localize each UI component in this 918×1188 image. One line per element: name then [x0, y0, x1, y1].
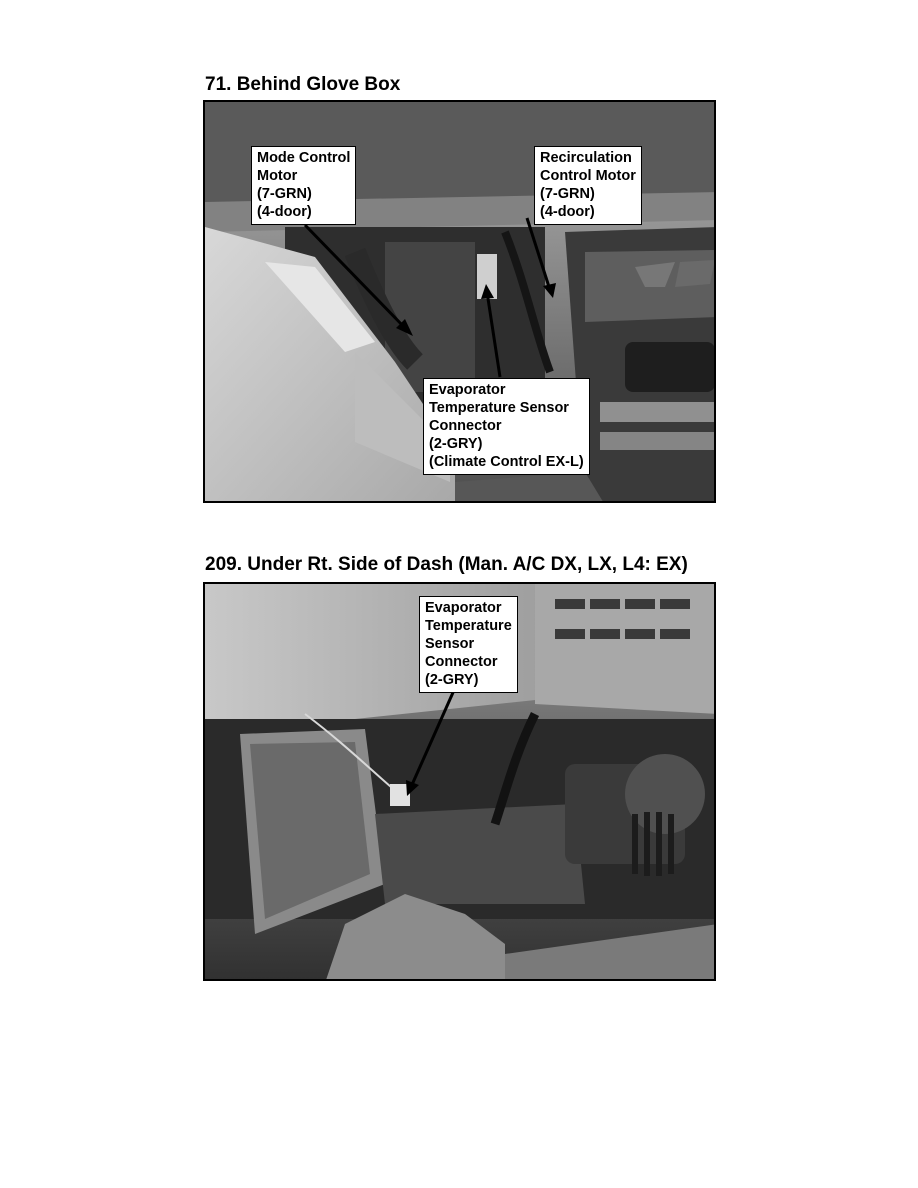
callout-line: Evaporator: [429, 382, 506, 398]
under-dash-photo: [203, 582, 716, 981]
callout-line: (2-GRY): [425, 672, 479, 688]
callout-line: (7-GRN): [257, 186, 312, 202]
figure-1-title: 71. Behind Glove Box: [205, 74, 401, 95]
callout-line: (7-GRN): [540, 186, 595, 202]
callout-line: Motor: [257, 168, 298, 184]
callout-line: Connector: [429, 418, 502, 434]
callout-line: Connector: [425, 654, 498, 670]
callout-line: Sensor: [425, 636, 475, 652]
figure-2-title: 209. Under Rt. Side of Dash (Man. A/C DX, LX, L4: EX): [205, 554, 688, 575]
evaporator-sensor-callout-2: [419, 596, 518, 693]
callout-line: (4-door): [540, 204, 595, 220]
callout-line: (Climate Control EX-L): [429, 454, 584, 470]
callout-line: Mode Control: [257, 150, 351, 166]
callout-line: (2-GRY): [429, 436, 483, 452]
callout-line: Recirculation: [540, 150, 632, 166]
behind-glove-box-photo: [203, 100, 716, 503]
callout-line: Control Motor: [540, 168, 636, 184]
callout-line: Evaporator: [425, 600, 502, 616]
recirculation-control-motor-callout: [534, 146, 642, 225]
evaporator-sensor-callout: [423, 378, 590, 475]
callout-line: Temperature: [425, 618, 512, 634]
mode-control-motor-callout: [251, 146, 356, 225]
callout-line: (4-door): [257, 204, 312, 220]
callout-line: Temperature Sensor: [429, 400, 569, 416]
